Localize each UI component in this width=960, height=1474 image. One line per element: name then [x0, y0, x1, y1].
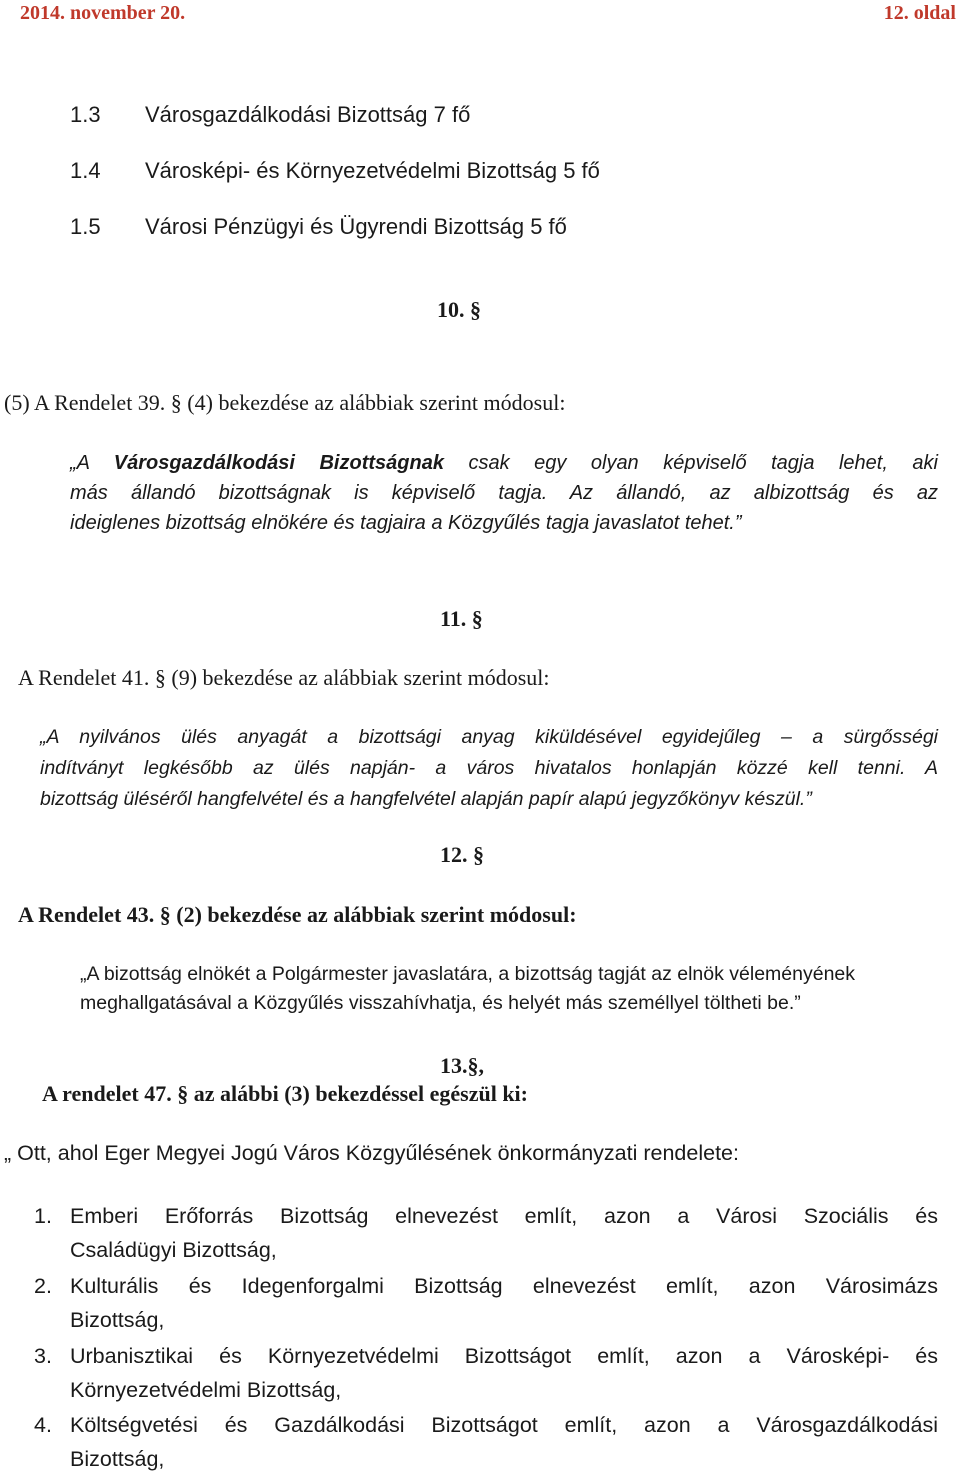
- section-13-lead: A rendelet 47. § az alábbi (3) bekezdéssel egészül ki:: [42, 1081, 528, 1106]
- list-item-line-2: Bizottság,: [70, 1308, 165, 1332]
- section-11-quote-line-3: bizottság üléséről hangfelvétel és a hangfelvétel alapján papír alapú jegyzőkönyv készül.”: [40, 788, 812, 810]
- list-item-text: Városképi- és Környezetvédelmi Bizottság 5 fő: [145, 158, 600, 183]
- list-item-text: Városi Pénzügyi és Ügyrendi Bizottság 5 fő: [145, 214, 567, 239]
- list-item-number: 1.: [34, 1204, 52, 1228]
- section-12-lead: A Rendelet 43. § (2) bekezdése az alábbiak szerint módosul:: [18, 902, 577, 927]
- list-item-number: 4.: [34, 1413, 52, 1437]
- section-10-lead: (5) A Rendelet 39. § (4) bekezdése az alábbiak szerint módosul:: [4, 390, 566, 415]
- list-item-number: 1.5: [70, 214, 101, 239]
- section-13-intro: „ Ott, ahol Eger Megyei Jogú Város Közgyűlésének önkormányzati rendelete:: [4, 1141, 739, 1165]
- list-item-number: 2.: [34, 1274, 52, 1298]
- list-item-number: 3.: [34, 1344, 52, 1368]
- section-11-quote-line-1: „A nyilvános ülés anyagát a bizottsági anyag kiküldésével egyidejűleg – a sürgősségi: [40, 726, 938, 748]
- section-10-quote-line-1: „A Városgazdálkodási Bizottságnak csak egy olyan képviselő tagja lehet, aki: [70, 452, 938, 474]
- section-heading-11: 11. §: [440, 606, 483, 631]
- list-item-number: 1.3: [70, 102, 101, 127]
- list-item: [70, 158, 600, 184]
- section-heading-10: 10. §: [437, 297, 481, 322]
- section-heading-12: 12. §: [440, 842, 484, 867]
- header-date: 2014. november 20.: [20, 2, 186, 24]
- section-10-quote-line-2: más állandó bizottságnak is képviselő tagja. Az állandó, az albizottság és az: [70, 482, 938, 504]
- list-item-line-1: Urbanisztikai és Környezetvédelmi Bizottságot említ, azon a Városképi- és: [70, 1344, 938, 1368]
- list-item-line-2: Bizottság,: [70, 1447, 165, 1471]
- header-page-number: 12. oldal: [883, 2, 956, 24]
- section-10-quote-line-3: ideiglenes bizottság elnökére és tagjaira a Közgyűlés tagja javaslatot tehet.”: [70, 512, 742, 534]
- section-11-quote-line-2: indítványt legkésőbb az ülés napján- a város hivatalos honlapján közzé kell tenni. A: [40, 757, 938, 779]
- list-item-line-1: Kulturális és Idegenforgalmi Bizottság elnevezést említ, azon Városimázs: [70, 1274, 938, 1298]
- list-item-number: 1.4: [70, 158, 101, 183]
- list-item-line-1: Költségvetési és Gazdálkodási Bizottságot említ, azon a Városgazdálkodási: [70, 1413, 938, 1437]
- section-12-quote-line-2: meghallgatásával a Közgyűlés visszahívhatja, és helyét más személlyel töltheti be.”: [80, 992, 801, 1014]
- section-12-quote-line-1: „A bizottság elnökét a Polgármester javaslatára, a bizottság tagját az elnök véleményének: [80, 963, 856, 985]
- list-item-line-2: Családügyi Bizottság,: [70, 1238, 277, 1262]
- list-item-line-2: Környezetvédelmi Bizottság,: [70, 1378, 342, 1402]
- list-item: [70, 214, 567, 240]
- section-11-lead: A Rendelet 41. § (9) bekezdése az alábbiak szerint módosul:: [18, 665, 550, 690]
- list-item: [70, 102, 470, 128]
- list-item-line-1: Emberi Erőforrás Bizottság elnevezést említ, azon a Városi Szociális és: [70, 1204, 938, 1228]
- list-item-text: Városgazdálkodási Bizottság 7 fő: [145, 102, 471, 127]
- section-heading-13: 13.§,: [440, 1053, 484, 1078]
